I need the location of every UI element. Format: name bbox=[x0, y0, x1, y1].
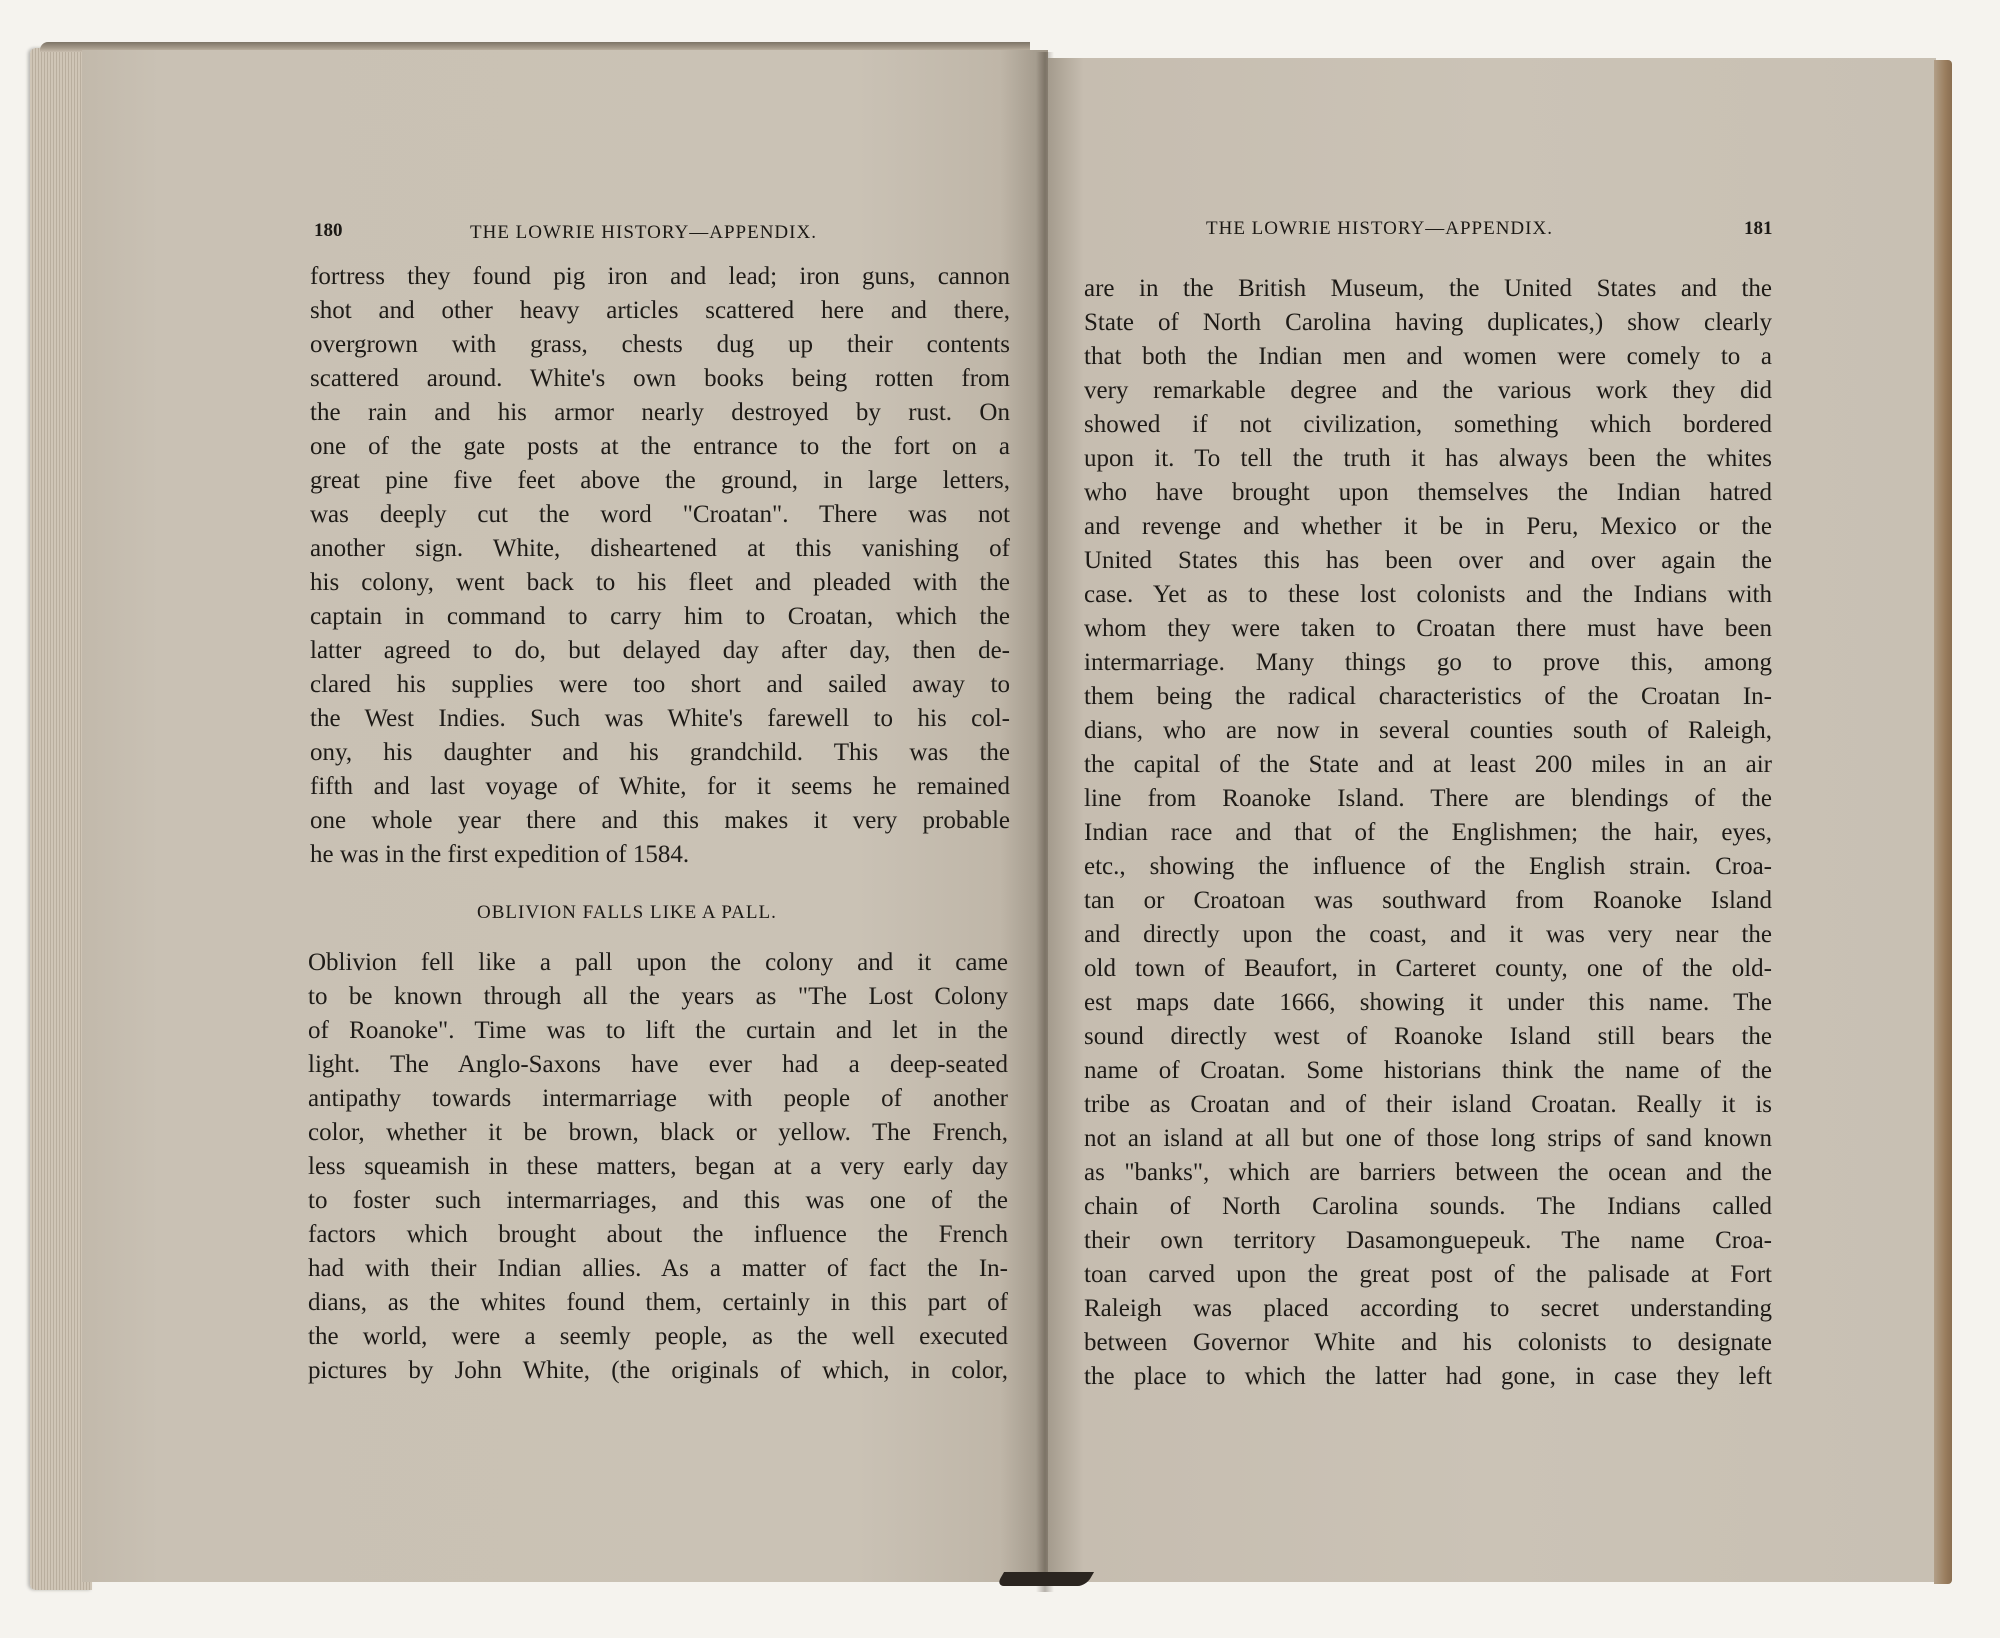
left-paragraph-1-line: he was in the first expedition of 1584. bbox=[310, 841, 690, 868]
left-paragraph-2-line: to be known through all the years as "The Lost Colony bbox=[308, 983, 1008, 1010]
left-paragraph-1-line: the rain and his armor nearly destroyed by rust. On bbox=[310, 399, 1010, 426]
left-paragraph-2-line: factors which brought about the influence the French bbox=[308, 1221, 1008, 1248]
right-column-line: toan carved upon the great post of the palisade at Fort bbox=[1084, 1261, 1772, 1288]
left-paragraph-1-line: one whole year there and this makes it very probable bbox=[310, 807, 1010, 834]
right-page-edges bbox=[1934, 60, 1952, 1584]
left-paragraph-1-line: captain in command to carry him to Croatan, which the bbox=[310, 603, 1010, 630]
right-column-line: and directly upon the coast, and it was very near the bbox=[1084, 921, 1772, 948]
left-paragraph-1-line: his colony, went back to his fleet and pleaded with the bbox=[310, 569, 1010, 596]
left-page bbox=[82, 50, 1048, 1582]
left-paragraph-2-line: of Roanoke". Time was to lift the curtain and let in the bbox=[308, 1017, 1008, 1044]
right-column-line: and revenge and whether it be in Peru, Mexico or the bbox=[1084, 513, 1772, 540]
left-paragraph-1-line: fortress they found pig iron and lead; iron guns, cannon bbox=[310, 263, 1010, 290]
left-paragraph-2-line: the world, were a seemly people, as the well executed bbox=[308, 1323, 1008, 1350]
right-column-line: that both the Indian men and women were comely to a bbox=[1084, 343, 1772, 370]
right-column-line: case. Yet as to these lost colonists and the Indians with bbox=[1084, 581, 1772, 608]
right-column-line: est maps date 1666, showing it under this name. The bbox=[1084, 989, 1772, 1016]
left-paragraph-1-line: clared his supplies were too short and sailed away to bbox=[310, 671, 1010, 698]
right-column-line: Raleigh was placed according to secret understanding bbox=[1084, 1295, 1772, 1322]
right-column-line: them being the radical characteristics of the Croatan In- bbox=[1084, 683, 1772, 710]
open-book bbox=[30, 42, 1960, 1602]
right-column-line: chain of North Carolina sounds. The Indians called bbox=[1084, 1193, 1772, 1220]
left-paragraph-1-line: shot and other heavy articles scattered here and there, bbox=[310, 297, 1010, 324]
left-paragraph-1-line: was deeply cut the word "Croatan". There was not bbox=[310, 501, 1010, 528]
right-column-line: whom they were taken to Croatan there must have been bbox=[1084, 615, 1772, 642]
right-column-line: dians, who are now in several counties south of Raleigh, bbox=[1084, 717, 1772, 744]
left-paragraph-1-line: latter agreed to do, but delayed day after day, then de- bbox=[310, 637, 1010, 664]
left-paragraph-2-line: less squeamish in these matters, began at a very early day bbox=[308, 1153, 1008, 1180]
right-column-line: between Governor White and his colonists to designate bbox=[1084, 1329, 1772, 1356]
left-paragraph-1-line: ony, his daughter and his grandchild. This was the bbox=[310, 739, 1010, 766]
left-paragraph-1-line: the West Indies. Such was White's farewell to his col- bbox=[310, 705, 1010, 732]
right-column-line: etc., showing the influence of the English strain. Croa- bbox=[1084, 853, 1772, 880]
left-paragraph-1-line: great pine five feet above the ground, in large letters, bbox=[310, 467, 1010, 494]
right-column-line: Indian race and that of the Englishmen; the hair, eyes, bbox=[1084, 819, 1772, 846]
spine-fold bbox=[996, 1572, 1094, 1586]
right-column-line: as "banks", which are barriers between the ocean and the bbox=[1084, 1159, 1772, 1186]
right-column-line: their own territory Dasamonguepeuk. The name Croa- bbox=[1084, 1227, 1772, 1254]
left-page-number: 180 bbox=[314, 220, 343, 241]
left-paragraph-1-line: one of the gate posts at the entrance to the fort on a bbox=[310, 433, 1010, 460]
left-paragraph-1-line: scattered around. White's own books being rotten from bbox=[310, 365, 1010, 392]
left-paragraph-1-line: overgrown with grass, chests dug up their contents bbox=[310, 331, 1010, 358]
right-column-line: name of Croatan. Some historians think the name of the bbox=[1084, 1057, 1772, 1084]
right-running-head: THE LOWRIE HISTORY—APPENDIX. bbox=[1206, 218, 1553, 239]
left-paragraph-2-line: dians, as the whites found them, certainly in this part of bbox=[308, 1289, 1008, 1316]
left-paragraph-2-line: Oblivion fell like a pall upon the colony and it came bbox=[308, 949, 1008, 976]
right-column-line: State of North Carolina having duplicates,) show clearly bbox=[1084, 309, 1772, 336]
right-column-line: are in the British Museum, the United States and the bbox=[1084, 275, 1772, 302]
left-running-head: THE LOWRIE HISTORY—APPENDIX. bbox=[470, 222, 817, 243]
right-column-line: line from Roanoke Island. There are blendings of the bbox=[1084, 785, 1772, 812]
right-column-line: the place to which the latter had gone, in case they left bbox=[1084, 1363, 1772, 1390]
right-column-line: tribe as Croatan and of their island Croatan. Really it is bbox=[1084, 1091, 1772, 1118]
right-column-line: old town of Beaufort, in Carteret county, one of the old- bbox=[1084, 955, 1772, 982]
right-column-line: intermarriage. Many things go to prove this, among bbox=[1084, 649, 1772, 676]
left-paragraph-1 bbox=[310, 260, 1010, 872]
right-page-number: 181 bbox=[1744, 218, 1773, 239]
right-column-line: tan or Croatoan was southward from Roanoke Island bbox=[1084, 887, 1772, 914]
right-column-line: sound directly west of Roanoke Island still bears the bbox=[1084, 1023, 1772, 1050]
left-paragraph-1-line: another sign. White, disheartened at this vanishing of bbox=[310, 535, 1010, 562]
right-column-line: who have brought upon themselves the Indian hatred bbox=[1084, 479, 1772, 506]
right-column-line: upon it. To tell the truth it has always been the whites bbox=[1084, 445, 1772, 472]
left-paragraph-2-line: color, whether it be brown, black or yellow. The French, bbox=[308, 1119, 1008, 1146]
section-heading: OBLIVION FALLS LIKE A PALL. bbox=[477, 902, 777, 923]
left-paragraph-2-line: had with their Indian allies. As a matter of fact the In- bbox=[308, 1255, 1008, 1282]
right-column-line: the capital of the State and at least 200 miles in an air bbox=[1084, 751, 1772, 778]
left-paragraph-2-line: antipathy towards intermarriage with people of another bbox=[308, 1085, 1008, 1112]
right-page bbox=[1048, 58, 1936, 1582]
right-column-line: very remarkable degree and the various work they did bbox=[1084, 377, 1772, 404]
right-column-line: not an island at all but one of those long strips of sand known bbox=[1084, 1125, 1772, 1152]
left-paragraph-2-line: pictures by John White, (the originals of which, in color, bbox=[308, 1357, 1008, 1384]
left-paragraph-2-line: to foster such intermarriages, and this was one of the bbox=[308, 1187, 1008, 1214]
left-paragraph-1-line: fifth and last voyage of White, for it seems he remained bbox=[310, 773, 1010, 800]
right-text-column bbox=[1084, 272, 1772, 1394]
left-paragraph-2 bbox=[308, 946, 1008, 1388]
left-paragraph-2-line: light. The Anglo-Saxons have ever had a deep-seated bbox=[308, 1051, 1008, 1078]
right-column-line: United States this has been over and over again the bbox=[1084, 547, 1772, 574]
right-column-line: showed if not civilization, something which bordered bbox=[1084, 411, 1772, 438]
